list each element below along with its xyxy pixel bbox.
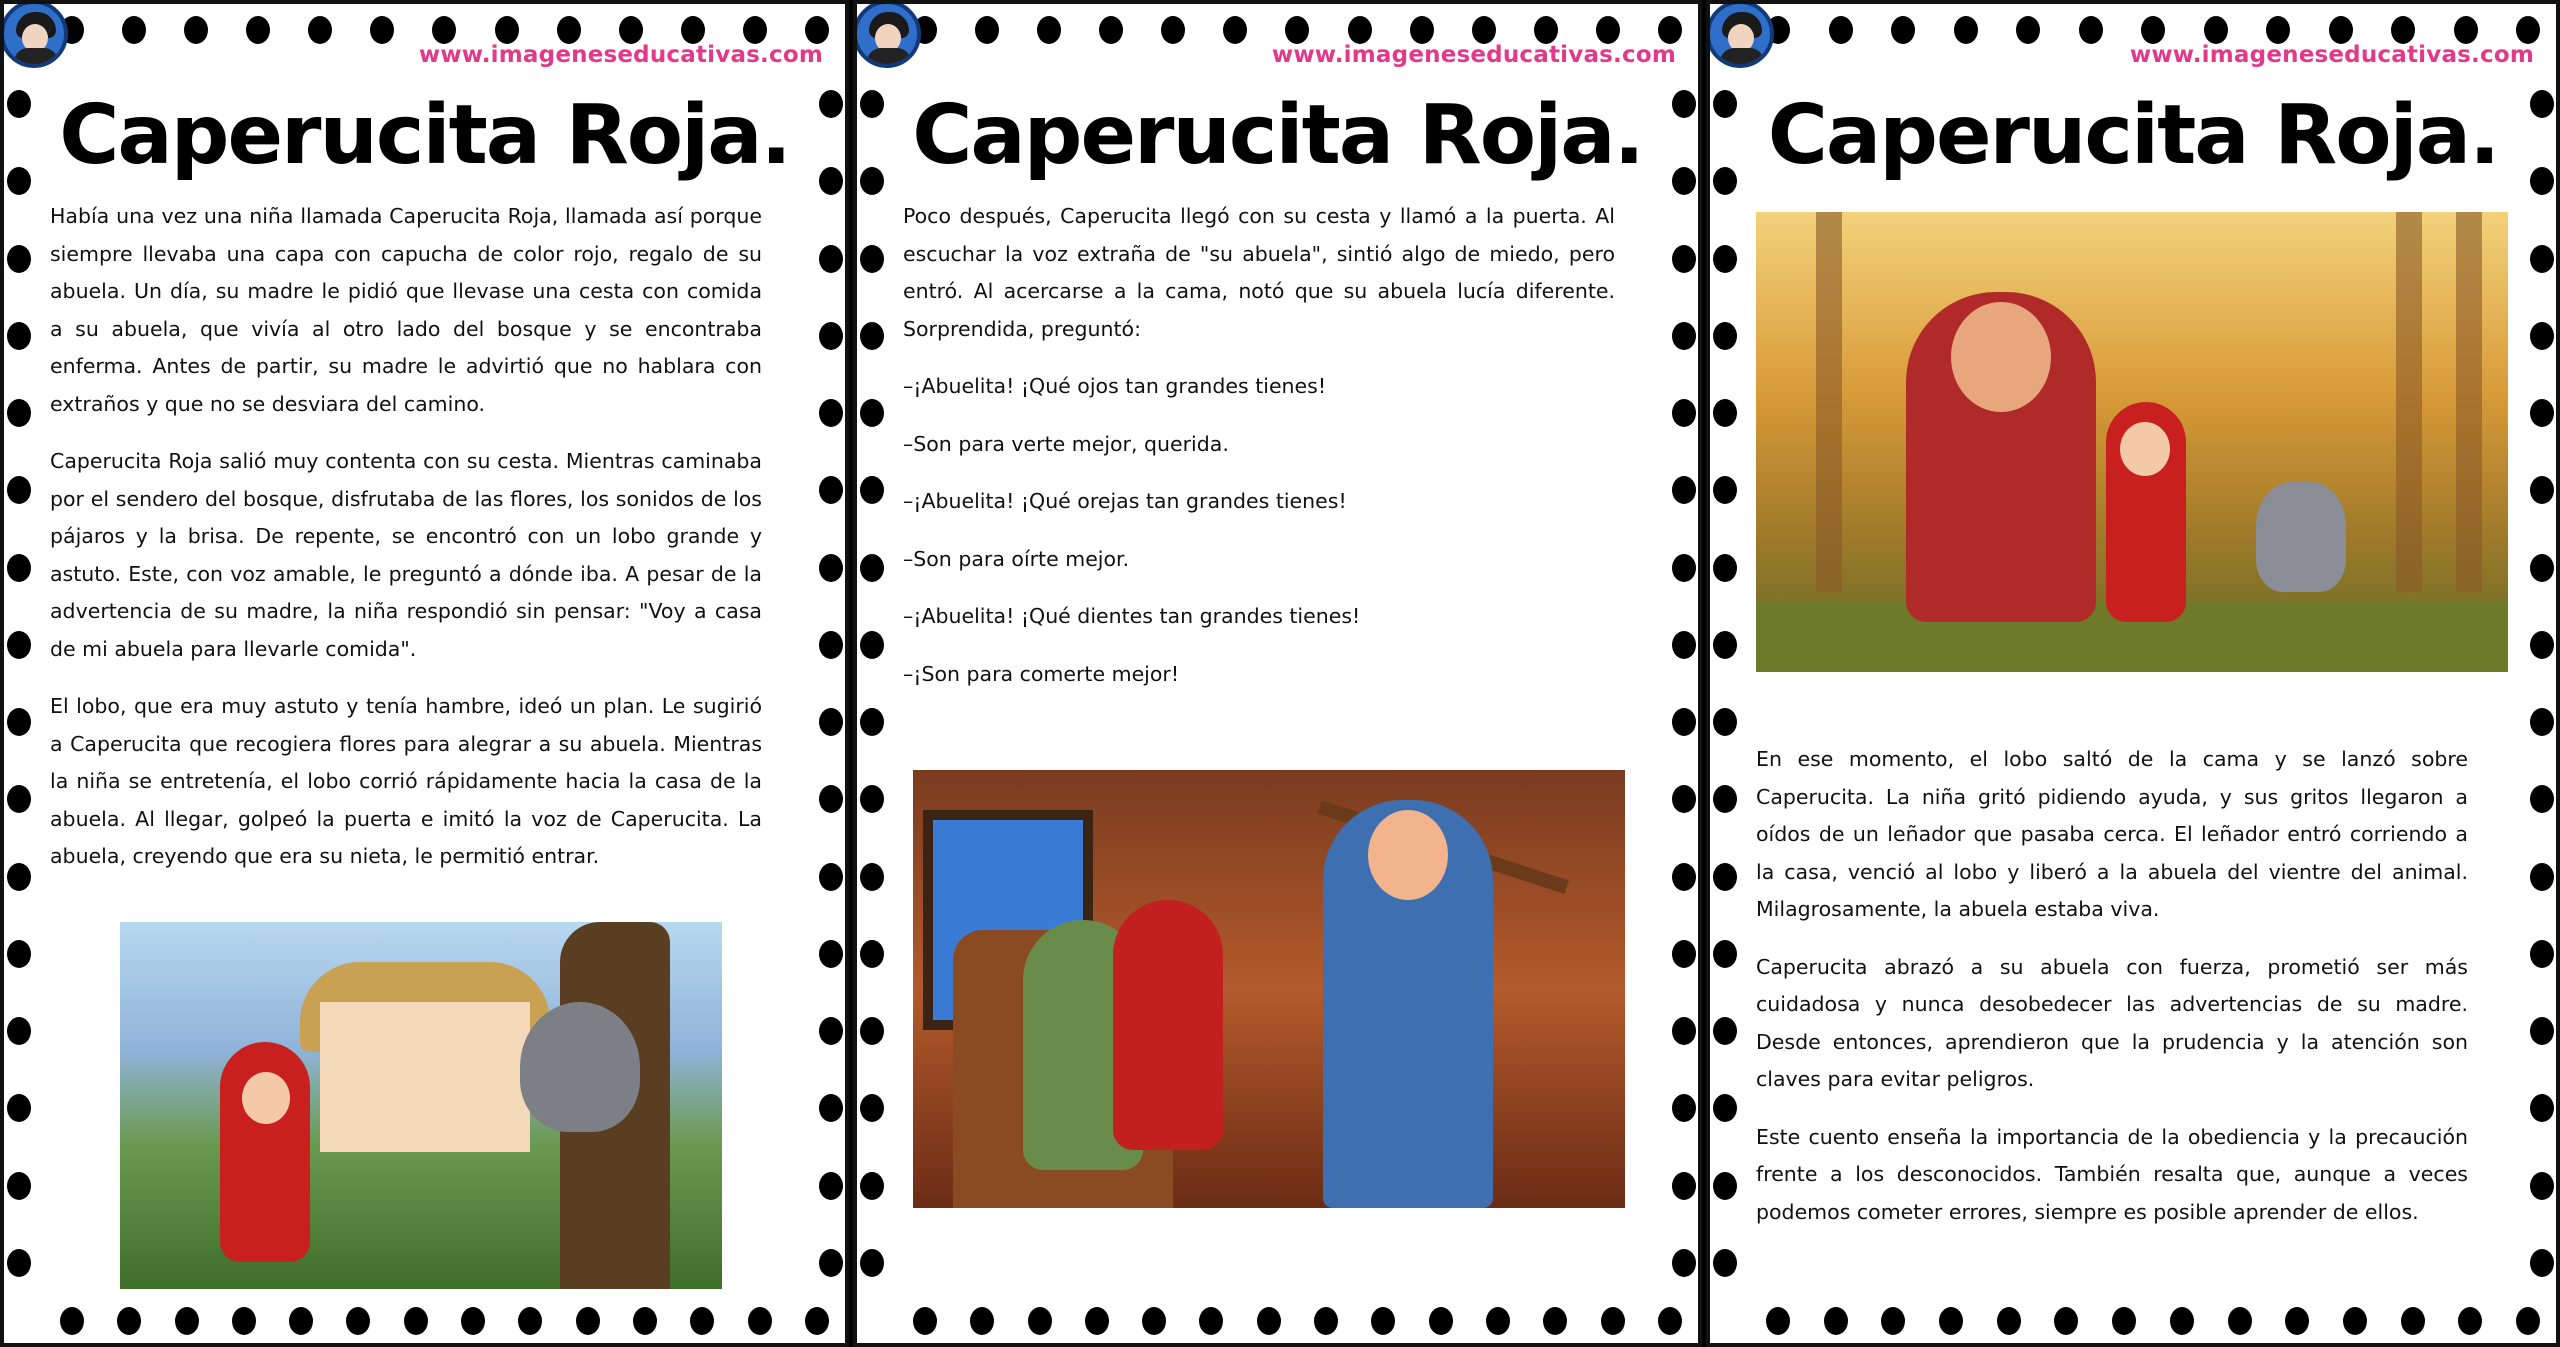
border-dot: [2204, 16, 2228, 44]
border-dot: [860, 245, 884, 273]
story-page-3: [1706, 0, 2560, 1347]
border-dot: [184, 16, 208, 44]
border-dot: [633, 1307, 657, 1335]
border-dot: [619, 16, 643, 44]
border-dot: [2391, 16, 2415, 44]
border-dot: [2530, 863, 2554, 891]
dot-border-left: [858, 90, 886, 1277]
border-dot: [2530, 476, 2554, 504]
border-dot: [975, 16, 999, 44]
border-dot: [2454, 16, 2478, 44]
border-dot: [7, 245, 31, 273]
dialogue-line: –¡Abuelita! ¡Qué dientes tan grandes tienes!: [903, 604, 1361, 628]
border-dot: [1672, 1017, 1696, 1045]
border-dot: [860, 1017, 884, 1045]
dialogue-line: –¡Abuelita! ¡Qué orejas tan grandes tienes!: [903, 489, 1347, 513]
border-dot: [1085, 1307, 1109, 1335]
border-dot: [805, 1307, 829, 1335]
border-dot: [1099, 16, 1123, 44]
border-dot: [1658, 1307, 1682, 1335]
border-dot: [1672, 863, 1696, 891]
border-dot: [1672, 476, 1696, 504]
border-dot: [1672, 940, 1696, 968]
border-dot: [860, 399, 884, 427]
border-dot: [860, 785, 884, 813]
border-dot: [860, 708, 884, 736]
border-dot: [2530, 322, 2554, 350]
border-dot: [60, 1307, 84, 1335]
border-dot: [1672, 631, 1696, 659]
border-dot: [819, 940, 843, 968]
border-dot: [2530, 1017, 2554, 1045]
border-dot: [1543, 1307, 1567, 1335]
border-dot: [1713, 554, 1737, 582]
border-dot: [404, 1307, 428, 1335]
border-dot: [1596, 16, 1620, 44]
border-dot: [819, 399, 843, 427]
dialogue-line: –Son para oírte mejor.: [903, 546, 1130, 571]
website-watermark: www.imageneseducativas.com: [2129, 42, 2534, 68]
border-dot: [7, 399, 31, 427]
border-dot: [1713, 1249, 1737, 1277]
story-paragraph: Caperucita Roja salió muy contenta con su cesta. Mientras caminaba por el sendero del bosque, disfrutaba de las flores, los sonidos de los pájaros y la brisa. De repente, se encontró con un lobo grande y astuto. Este, con voz amable, le preguntó a dónde iba. A pesar de la advertencia de su madre, la niña respondió sin pensar: "Voy a casa de mi abuela para llevarle comida".: [50, 449, 762, 661]
border-dot: [1713, 863, 1737, 891]
border-dot: [2530, 1094, 2554, 1122]
border-dot: [1713, 476, 1737, 504]
dialogue-line: –Son para verte mejor, querida.: [903, 431, 1229, 456]
border-dot: [2343, 1307, 2367, 1335]
border-dot: [1161, 16, 1185, 44]
border-dot: [2530, 785, 2554, 813]
border-dot: [860, 476, 884, 504]
border-dot: [1285, 16, 1309, 44]
border-dot: [1534, 16, 1558, 44]
border-dot: [1766, 1307, 1790, 1335]
border-dot: [2228, 1307, 2252, 1335]
story-paragraph: En ese momento, el lobo saltó de la cama y se lanzó sobre Caperucita. La niña gritó pidiendo ayuda, y sus gritos llegaron a oídos de un leñador que pasaba cerca. El leñador entró corriendo a la casa, venció al lobo y liberó a la abuela del vientre del animal. Milagrosamente, la abuela estaba viva.: [1756, 747, 2468, 921]
border-dot: [2016, 16, 2040, 44]
border-dot: [1997, 1307, 2021, 1335]
border-dot: [2530, 631, 2554, 659]
story-paragraph: Poco después, Caperucita llegó con su cesta y llamó a la puerta. Al escuchar la voz extraña de "su abuela", sintió algo de miedo, pero entró. Al acercarse a la cama, notó que su abuela lucía diferente. Sorprendida, preguntó:: [903, 204, 1615, 341]
story-text: [903, 198, 1615, 368]
border-dot: [860, 322, 884, 350]
border-dot: [1713, 1094, 1737, 1122]
border-dot: [1472, 16, 1496, 44]
story-paragraph: Caperucita abrazó a su abuela con fuerza, prometió ser más cuidadosa y nunca desobedecer las advertencias de su madre. Desde entonces, aprendieron que la prudencia y la atención son claves para evitar peligros.: [1756, 954, 2468, 1091]
page-title: Caperucita Roja.: [912, 88, 1643, 183]
border-dot: [2079, 16, 2103, 44]
border-dot: [1486, 1307, 1510, 1335]
border-dot: [1713, 245, 1737, 273]
border-dot: [1829, 16, 1853, 44]
border-dot: [1713, 322, 1737, 350]
story-paragraph: Este cuento enseña la importancia de la obediencia y la precaución frente a los desconocidos. También resalta que, aunque a veces podemos cometer errores, siempre es posible aprender de ellos.: [1756, 1124, 2468, 1224]
border-dot: [819, 1017, 843, 1045]
border-dot: [681, 16, 705, 44]
border-dot: [308, 16, 332, 44]
border-dot: [860, 1172, 884, 1200]
border-dot: [819, 322, 843, 350]
border-dot: [7, 863, 31, 891]
border-dot: [2530, 245, 2554, 273]
border-dot: [819, 708, 843, 736]
illustration-red-riding-hood-and-wolf: [120, 922, 722, 1289]
story-page-2: [853, 0, 1702, 1347]
website-watermark: www.imageneseducativas.com: [1271, 42, 1676, 68]
border-dot: [2266, 16, 2290, 44]
border-dot: [1028, 1307, 1052, 1335]
border-dot: [860, 631, 884, 659]
border-dot: [1672, 245, 1696, 273]
border-dot: [7, 1249, 31, 1277]
border-dot: [819, 476, 843, 504]
border-dot: [2054, 1307, 2078, 1335]
border-dot: [576, 1307, 600, 1335]
border-dot: [1672, 1172, 1696, 1200]
border-dot: [1672, 785, 1696, 813]
border-dot: [7, 1172, 31, 1200]
border-dot: [1891, 16, 1915, 44]
story-text: [1756, 741, 2468, 1251]
border-dot: [1713, 1172, 1737, 1200]
border-dot: [1037, 16, 1061, 44]
border-dot: [1142, 1307, 1166, 1335]
page-title: Caperucita Roja.: [1767, 88, 2499, 183]
border-dot: [289, 1307, 313, 1335]
border-dot: [2530, 708, 2554, 736]
border-dot: [495, 16, 519, 44]
border-dot: [7, 476, 31, 504]
border-dot: [7, 940, 31, 968]
dot-border-right: [2528, 90, 2556, 1277]
story-paragraph: Había una vez una niña llamada Caperucita Roja, llamada así porque siempre llevaba una capa con capucha de color rojo, regalo de su abuela. Un día, su madre le pidió que llevase una cesta con comida a su abuela, que vivía al otro lado del bosque y se encontraba enferma. Antes de partir, su madre le advirtió que no hablara con extraños y que no se desviara del camino.: [50, 204, 762, 416]
dot-border-left: [5, 90, 33, 1277]
border-dot: [1223, 16, 1247, 44]
dot-border-top: [1766, 16, 2540, 44]
border-dot: [2530, 1172, 2554, 1200]
dot-border-bottom: [1766, 1307, 2540, 1335]
border-dot: [346, 1307, 370, 1335]
story-paragraph: El lobo, que era muy astuto y tenía hambre, ideó un plan. Le sugirió a Caperucita que recogiera flores para alegrar a su abuela. Mientras la niña se entretenía, el lobo corrió rápidamente hacia la casa de la abuela. Al llegar, golpeó la puerta e imitó la voz de Caperucita. La abuela, creyendo que era su nieta, le permitió entrar.: [50, 694, 762, 868]
border-dot: [1658, 16, 1682, 44]
border-dot: [690, 1307, 714, 1335]
border-dot: [1713, 399, 1737, 427]
border-dot: [1410, 16, 1434, 44]
border-dot: [7, 1017, 31, 1045]
border-dot: [7, 785, 31, 813]
border-dot: [2530, 1249, 2554, 1277]
border-dot: [1672, 708, 1696, 736]
border-dot: [1672, 554, 1696, 582]
border-dot: [7, 554, 31, 582]
border-dot: [2530, 554, 2554, 582]
border-dot: [1824, 1307, 1848, 1335]
border-dot: [1881, 1307, 1905, 1335]
border-dot: [1672, 1094, 1696, 1122]
border-dot: [1713, 708, 1737, 736]
border-dot: [1954, 16, 1978, 44]
border-dot: [7, 708, 31, 736]
author-avatar-icon: [0, 0, 68, 68]
border-dot: [432, 16, 456, 44]
border-dot: [557, 16, 581, 44]
author-avatar-icon: [1706, 0, 1774, 68]
border-dot: [2458, 1307, 2482, 1335]
border-dot: [2112, 1307, 2136, 1335]
border-dot: [1601, 1307, 1625, 1335]
border-dot: [1713, 940, 1737, 968]
border-dot: [743, 16, 767, 44]
border-dot: [1672, 322, 1696, 350]
dialogue-line: –¡Son para comerte mejor!: [903, 661, 1180, 686]
border-dot: [7, 322, 31, 350]
dot-border-left: [1711, 90, 1739, 1277]
border-dot: [1672, 1249, 1696, 1277]
border-dot: [860, 863, 884, 891]
border-dot: [819, 1172, 843, 1200]
border-dot: [370, 16, 394, 44]
border-dot: [1199, 1307, 1223, 1335]
dot-border-bottom: [913, 1307, 1682, 1335]
border-dot: [2401, 1307, 2425, 1335]
border-dot: [1713, 1017, 1737, 1045]
border-dot: [819, 245, 843, 273]
border-dot: [7, 631, 31, 659]
author-avatar-icon: [853, 0, 921, 68]
border-dot: [860, 940, 884, 968]
border-dot: [2329, 16, 2353, 44]
border-dot: [461, 1307, 485, 1335]
border-dot: [2530, 940, 2554, 968]
border-dot: [1713, 631, 1737, 659]
border-dot: [913, 1307, 937, 1335]
border-dot: [117, 1307, 141, 1335]
border-dot: [2170, 1307, 2194, 1335]
border-dot: [1429, 1307, 1453, 1335]
border-dot: [819, 1249, 843, 1277]
border-dot: [1672, 399, 1696, 427]
border-dot: [2516, 1307, 2540, 1335]
border-dot: [748, 1307, 772, 1335]
dialogue-list: [903, 368, 1615, 713]
border-dot: [232, 1307, 256, 1335]
border-dot: [122, 16, 146, 44]
border-dot: [1257, 1307, 1281, 1335]
border-dot: [819, 631, 843, 659]
website-watermark: www.imageneseducativas.com: [418, 42, 823, 68]
border-dot: [819, 785, 843, 813]
border-dot: [2516, 16, 2540, 44]
page-title: Caperucita Roja.: [59, 88, 790, 183]
border-dot: [819, 863, 843, 891]
border-dot: [2530, 399, 2554, 427]
border-dot: [860, 1094, 884, 1122]
dot-border-right: [817, 90, 845, 1277]
illustration-grandmother-and-woodcutter: [913, 770, 1625, 1208]
story-page-1: [0, 0, 849, 1347]
border-dot: [970, 1307, 994, 1335]
border-dot: [518, 1307, 542, 1335]
border-dot: [805, 16, 829, 44]
dot-border-right: [1670, 90, 1698, 1277]
dot-border-bottom: [60, 1307, 829, 1335]
border-dot: [860, 1249, 884, 1277]
border-dot: [1348, 16, 1372, 44]
border-dot: [7, 1094, 31, 1122]
story-text: [50, 198, 762, 896]
illustration-woodcutter-girl-wolf-forest: [1756, 212, 2508, 672]
border-dot: [246, 16, 270, 44]
border-dot: [2285, 1307, 2309, 1335]
border-dot: [1371, 1307, 1395, 1335]
border-dot: [1939, 1307, 1963, 1335]
border-dot: [1713, 785, 1737, 813]
dialogue-line: –¡Abuelita! ¡Qué ojos tan grandes tienes!: [903, 374, 1327, 398]
border-dot: [175, 1307, 199, 1335]
dot-border-top: [60, 16, 829, 44]
border-dot: [860, 554, 884, 582]
border-dot: [819, 554, 843, 582]
dot-border-top: [913, 16, 1682, 44]
border-dot: [2141, 16, 2165, 44]
border-dot: [1314, 1307, 1338, 1335]
border-dot: [819, 1094, 843, 1122]
